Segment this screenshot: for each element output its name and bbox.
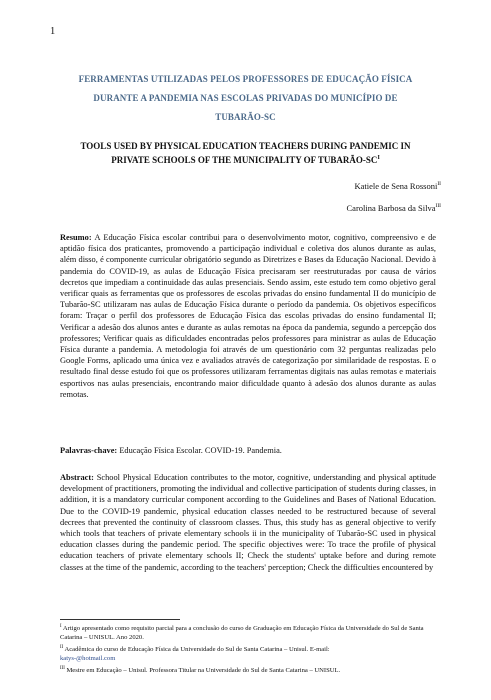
title-en-line — [60, 153, 431, 167]
footnote-2 — [60, 644, 436, 663]
resumo-text: A Educação Física escolar contribui para o desenvolvimento motor, cognitivo, compreensivo e de aptidão física dos praticantes, promovendo a participação individual e coletiva dos alunos durante as aulas, além disso, é componente curricular obrigatório segundo as Diretrizes e Bases da Educação Nacional. Devido à pandemia do COVID-19, as aulas de Educação Física precisaram ser reestruturadas por causa de vários decretos que impediam a continuidade das aulas presenciais. Sendo assim, este estudo tem como objetivo geral verificar quais as ferramentas que os professores de escolas privadas do ensino fundamental II do município de Tubarão-SC utilizaram nas aulas de Educação Física durante o período da pandemia. Os objetivos específicos foram: Traçar o perfil dos professores de Educação Física das escolas privadas do ensino fundamental II; Verificar a adesão dos alunos antes e durante as aulas remotas na época da pandemia, segundo a percepção dos professores; Verificar quais as dificuldades encontradas pelos professores para ministrar as aulas de Educação Física durante a pandemia. A metodologia foi através de um questionário com 32 perguntas realizadas pelo Google Forms, aplicado uma única vez e avaliados através de categorização por similaridade de respostas. E o resultado final desse estudo foi que os professores utilizaram ferramentas digitais nas aulas remotas e materiais esportivos nas aulas presenciais, encontrando maior dificuldade quanto à adesão dos alunos durante as aulas remotas. — [60, 233, 436, 399]
abstract-paragraph — [60, 472, 436, 573]
author-email-link[interactable]: katys-@hotmail.com — [60, 654, 116, 662]
title-portuguese — [60, 70, 431, 127]
keywords-text: Educação Física Escolar. COVID-19. Pandemia. — [117, 446, 282, 455]
author-name: Carolina Barbosa da Silva — [346, 203, 436, 213]
author-name: Katiele de Sena Rossoni — [354, 181, 438, 191]
resumo-paragraph — [60, 232, 436, 400]
footnote-text: Acadêmica do curso de Educação Física da Universidade do Sul de Santa Catarina – Unisul. E-mail: — [63, 645, 330, 653]
title-en-line: TOOLS USED BY PHYSICAL EDUCATION TEACHERS DURING PANDEMIC IN — [80, 141, 411, 151]
author-1 — [354, 181, 441, 191]
footnote-mark: I — [377, 154, 380, 161]
footnote-text: Artigo apresentado como requisito parcial para a conclusão do curso de Graduação em Educação Física da Universidade do Sul de Santa Catarina – UNISUL. Ano 2020. — [60, 625, 424, 641]
footnote-mark: II — [437, 181, 441, 188]
author-2 — [347, 203, 442, 213]
footnote-mark: II — [60, 644, 64, 650]
footnote-mark: I — [60, 624, 62, 629]
footnote-mark: III — [435, 203, 441, 210]
title-pt-line: FERRAMENTAS UTILIZADAS PELOS PROFESSORES DE EDUCAÇÃO FÍSICA — [78, 74, 413, 84]
abstract-text: School Physical Education contributes to the motor, cognitive, understanding and physical aptitude development of practitioners, promoting the individual and collective participation of students during classes, in addition, it is a mandatory curricular component according to the Guidelines and Bases of National Education. Due to the COVID-19 pandemic, physical education classes needed to be restructured because of several decrees that prevented the continuity of classroom classes. Thus, this study has as general objective to verify which tools that teachers of private elementary schools ii in the municipality of Tubarão-SC used in physical education classes during the pandemic period. The specific objectives were: To trace the profile of physical education teachers of private elementary schools II; Check the students' uptake before and during remote classes at the time of the pandemic, according to the teachers' perception; Check the difficulties encountered by — [60, 473, 436, 572]
keywords-line — [60, 446, 436, 455]
footnote-3 — [60, 665, 436, 676]
footnote-1 — [60, 623, 436, 642]
title-english — [60, 141, 431, 166]
footnotes — [60, 623, 436, 677]
title-pt-line: TUBARÃO-SC — [215, 112, 276, 122]
keywords-label: Palavras-chave: — [60, 446, 118, 455]
title-pt-line: DURANTE A PANDEMIA NAS ESCOLAS PRIVADAS DO MUNICÍPIO DE — [93, 93, 398, 103]
page-number: 1 — [50, 26, 56, 37]
resumo-label: Resumo: — [60, 233, 92, 242]
footnote-text: Mestre em Educação – Unisul. Professora Titular na Universidade do Sul de Santa Catarina – UNISUL. — [64, 666, 341, 674]
title-en-line-text: PRIVATE SCHOOLS OF THE MUNICIPALITY OF TUBARÃO-SC — [111, 154, 378, 165]
abstract-label: Abstract: — [60, 473, 94, 482]
footnote-divider — [60, 619, 180, 620]
footnote-mark: III — [60, 665, 65, 671]
